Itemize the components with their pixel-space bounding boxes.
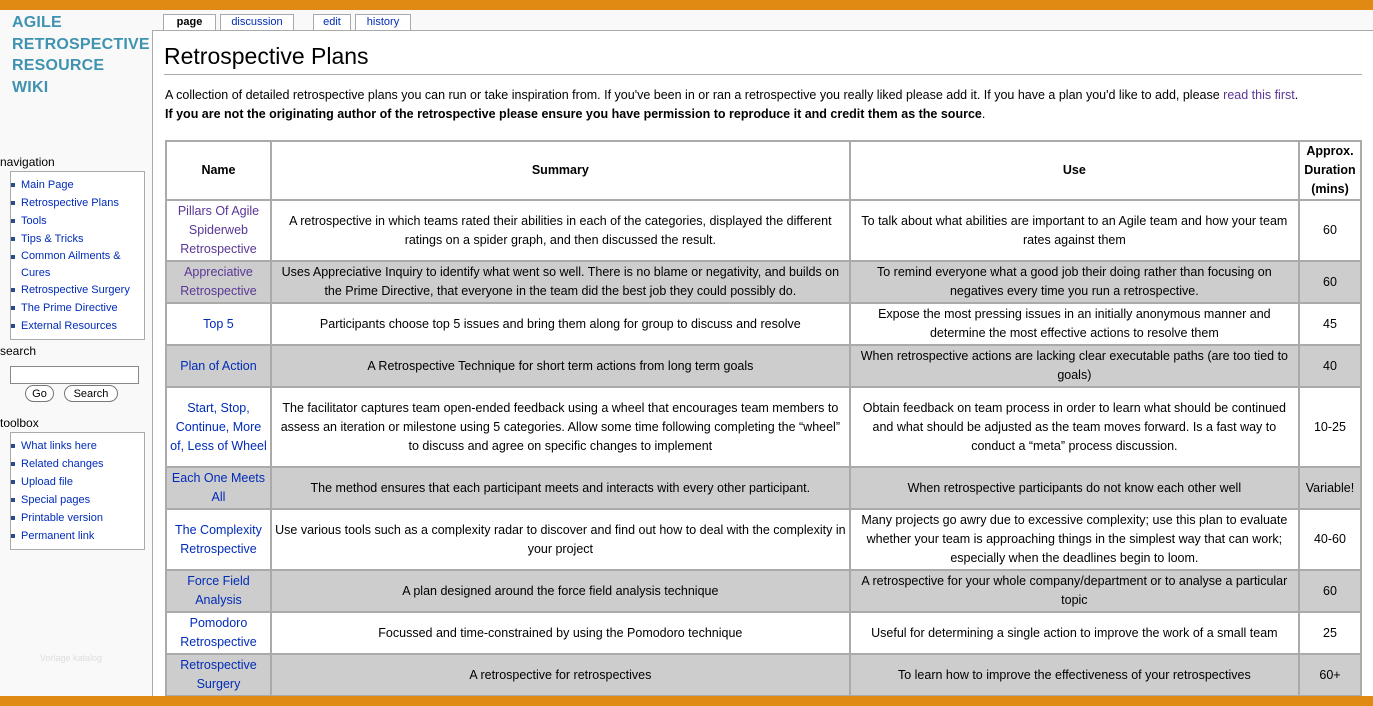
table-header-row — [166, 141, 1361, 200]
content-area — [152, 30, 1373, 696]
plan-duration: 60 — [1299, 261, 1361, 303]
nav-item-external-resources[interactable]: External Resources — [11, 317, 144, 335]
table-row — [166, 387, 1361, 467]
intro-paragraph — [165, 86, 1370, 105]
toolbox-printable-version[interactable]: Printable version — [11, 509, 144, 527]
nav-item-tools[interactable]: Tools — [11, 212, 144, 230]
header-duration: Approx. Duration (mins) — [1299, 141, 1361, 200]
plan-summary: A retrospective for retrospectives — [271, 654, 850, 696]
page-canvas — [0, 10, 1373, 696]
tab-edit[interactable]: edit — [313, 14, 351, 30]
plan-summary: The facilitator captures team open-ended feedback using a wheel that encourages team members to assess an iteration or milestone using 5 categories. Allow some time following completing the “wheel” to discuss and agree on specific changes to implement — [271, 387, 850, 467]
go-button[interactable]: Go — [25, 385, 54, 402]
plan-name-link[interactable]: Appreciative Retrospective — [166, 261, 271, 303]
search-button[interactable]: Search — [64, 385, 118, 402]
nav-item-retrospective-plans[interactable]: Retrospective Plans — [11, 194, 144, 212]
tab-discussion[interactable]: discussion — [220, 14, 294, 30]
nav-item-common-ailments[interactable]: Common Ailments & Cures — [11, 248, 144, 281]
table-row — [166, 509, 1361, 570]
plan-use: Expose the most pressing issues in an initially anonymous manner and determine the most effective actions to resolve them — [850, 303, 1299, 345]
logo-line: RETROSPECTIVE — [12, 35, 150, 53]
plan-name-link[interactable]: Force Field Analysis — [166, 570, 271, 612]
plan-summary: Participants choose top 5 issues and bring them along for group to discuss and resolve — [271, 303, 850, 345]
plan-summary: A retrospective in which teams rated their abilities in each of the categories, displayed the different ratings on a spider graph, and then discussed the result. — [271, 200, 850, 261]
plan-duration: 45 — [1299, 303, 1361, 345]
table-row — [166, 467, 1361, 509]
nav-item-tips-tricks[interactable]: Tips & Tricks — [11, 230, 144, 248]
plan-name-link[interactable]: Top 5 — [166, 303, 271, 345]
toolbox-permanent-link[interactable]: Permanent link — [11, 527, 144, 545]
logo-line: RESOURCE — [12, 57, 105, 74]
toolbox-title: toolbox — [0, 416, 39, 430]
plan-name-link[interactable]: Start, Stop, Continue, More of, Less of Wheel — [166, 387, 271, 467]
tab-history[interactable]: history — [355, 14, 411, 30]
plan-use: A retrospective for your whole company/department or to analyse a particular topic — [850, 570, 1299, 612]
notice-end: . — [981, 107, 986, 121]
nav-item-main-page[interactable]: Main Page — [11, 176, 144, 194]
plan-duration: 60 — [1299, 200, 1361, 261]
plan-name-link[interactable]: Pillars Of Agile Spiderweb Retrospective — [166, 200, 271, 261]
plan-use: To talk about what abilities are important to an Agile team and how your team rates against them — [850, 200, 1299, 261]
header-use: Use — [850, 141, 1299, 200]
plan-duration: 40-60 — [1299, 509, 1361, 570]
toolbox-upload-file[interactable]: Upload file — [11, 473, 144, 491]
toolbox-related-changes[interactable]: Related changes — [11, 455, 144, 473]
plan-name-link[interactable]: Plan of Action — [166, 345, 271, 387]
nav-item-retrospective-surgery[interactable]: Retrospective Surgery — [11, 281, 144, 299]
plan-summary: Use various tools such as a complexity radar to discover and find out how to deal with the complexity in your project — [271, 509, 850, 570]
plan-summary: Focussed and time-constrained by using the Pomodoro technique — [271, 612, 850, 654]
plan-duration: 40 — [1299, 345, 1361, 387]
table-row — [166, 303, 1361, 345]
notice-text: If you are not the originating author of the retrospective please ensure you have permission to reproduce it and credit them as the source — [165, 107, 982, 121]
watermark: Vorlage katalog — [40, 653, 103, 663]
navigation-box — [10, 171, 145, 340]
plan-duration: 10-25 — [1299, 387, 1361, 467]
plan-name-link[interactable]: Each One Meets All — [166, 467, 271, 509]
toolbox-what-links-here[interactable]: What links here — [11, 437, 144, 455]
plan-use: To remind everyone what a good job their doing rather than focusing on negatives every time you run a retrospective. — [850, 261, 1299, 303]
search-input[interactable] — [10, 366, 139, 384]
plan-name-link[interactable]: Pomodoro Retrospective — [166, 612, 271, 654]
plan-summary: A plan designed around the force field analysis technique — [271, 570, 850, 612]
table-row — [166, 570, 1361, 612]
navigation-title: navigation — [0, 155, 55, 169]
search-title: search — [0, 344, 37, 358]
table-row — [166, 612, 1361, 654]
plan-use: Many projects go awry due to excessive complexity; use this plan to evaluate whether your team is approaching things in the simplest way that can work; especially when the deadlines begin to loom. — [850, 509, 1299, 570]
toolbox-special-pages[interactable]: Special pages — [11, 491, 144, 509]
table-row — [166, 654, 1361, 696]
plan-name-link[interactable]: The Complexity Retrospective — [166, 509, 271, 570]
plan-duration: 60 — [1299, 570, 1361, 612]
nav-item-prime-directive[interactable]: The Prime Directive — [11, 299, 144, 317]
plan-use: Useful for determining a single action to improve the work of a small team — [850, 612, 1299, 654]
header-summary: Summary — [271, 141, 850, 200]
site-logo[interactable] — [12, 12, 152, 98]
plan-summary: A Retrospective Technique for short term actions from long term goals — [271, 345, 850, 387]
table-row — [166, 200, 1361, 261]
title-divider — [164, 74, 1362, 75]
plan-summary: Uses Appreciative Inquiry to identify what went so well. There is no blame or negativity, and builds on the Prime Directive, that everyone in the team did the best job they could possibly do. — [271, 261, 850, 303]
plan-duration: 60+ — [1299, 654, 1361, 696]
plan-use: When retrospective actions are lacking clear executable paths (are too tied to goals) — [850, 345, 1299, 387]
plan-duration: 25 — [1299, 612, 1361, 654]
notice-paragraph — [165, 105, 1370, 124]
page-title: Retrospective Plans — [164, 43, 369, 69]
header-name: Name — [166, 141, 271, 200]
plan-use: When retrospective participants do not know each other well — [850, 467, 1299, 509]
plan-summary: The method ensures that each participant meets and interacts with every other participant. — [271, 467, 850, 509]
toolbox-box — [10, 432, 145, 550]
intro — [165, 86, 1370, 124]
plan-use: Obtain feedback on team process in order to learn what should be continued and what should be adjusted as the team moves forward. Is a fast way to conduct a “meta” process discussion. — [850, 387, 1299, 467]
table-row — [166, 261, 1361, 303]
plan-use: To learn how to improve the effectiveness of your retrospectives — [850, 654, 1299, 696]
intro-end: . — [1294, 88, 1299, 102]
logo-line: AGILE — [12, 14, 62, 31]
read-this-first-link[interactable]: read this first — [1223, 88, 1295, 102]
logo-line: WIKI — [12, 78, 49, 96]
plan-name-link[interactable]: Retrospective Surgery — [166, 654, 271, 696]
tab-page[interactable]: page — [163, 14, 216, 30]
plans-table — [165, 140, 1362, 696]
table-row — [166, 345, 1361, 387]
intro-text: A collection of detailed retrospective plans you can run or take inspiration from. If you've been in or ran a retrospective you really liked please add it. If you have a plan you'd like to add, please — [165, 88, 1224, 102]
plan-duration: Variable! — [1299, 467, 1361, 509]
